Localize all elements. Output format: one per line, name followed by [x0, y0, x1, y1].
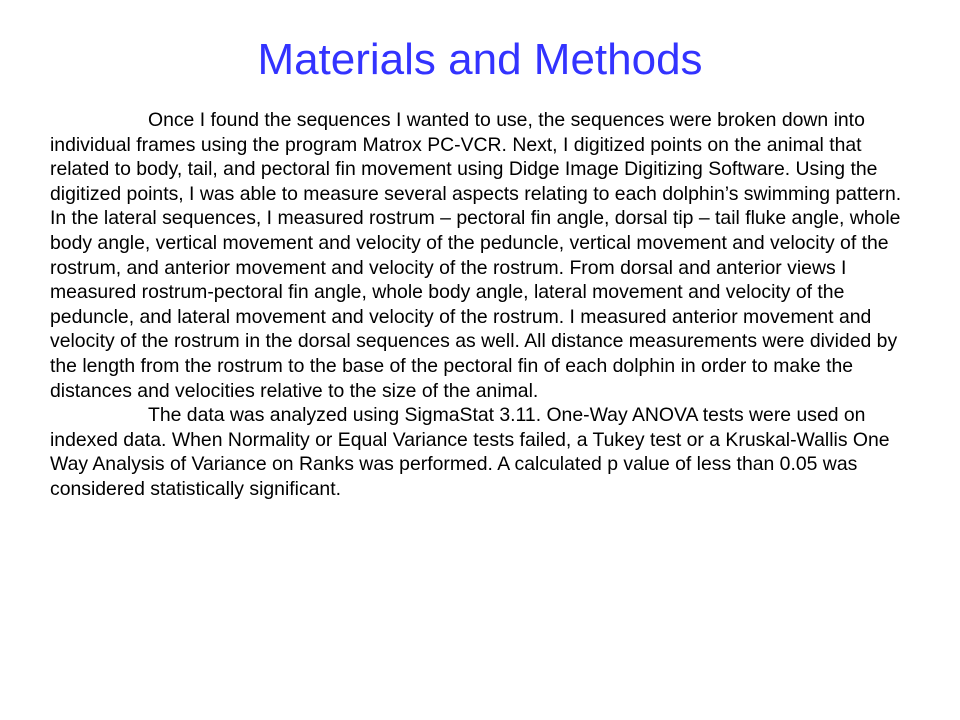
methods-paragraph-1: Once I found the sequences I wanted to use, the sequences were broken down into individual frames using the program Matrox PC-VCR. Next, I digitized points on the animal that related to body, tail, and pectoral fin movement using Didge Image Digitizing Software. Using the digitized points, I was able to measure several aspects relating to each dolphin’s swimming pattern. In the lateral sequences, I measured rostrum – pectoral fin angle, dorsal tip – tail fluke angle, whole body angle, vertical movement and velocity of the peduncle, vertical movement and velocity of the rostrum, and anterior movement and velocity of the rostrum. From dorsal and anterior views I measured rostrum-pectoral fin angle, whole body angle, lateral movement and velocity of the peduncle, and lateral movement and velocity of the rostrum. I measured anterior movement and velocity of the rostrum in the dorsal sequences as well. All distance measurements were divided by the length from the rostrum to the base of the pectoral fin of each dolphin in order to make the distances and velocities relative to the size of the animal.	[50, 109, 902, 402]
slide-title: Materials and Methods	[257, 35, 703, 84]
slide-body	[50, 108, 920, 502]
methods-paragraph-2: The data was analyzed using SigmaStat 3.11. One-Way ANOVA tests were used on indexed data. When Normality or Equal Variance tests failed, a Tukey test or a Kruskal-Wallis One Way Analysis of Variance on Ranks was performed. A calculated p value of less than 0.05 was considered statistically significant.	[50, 404, 890, 500]
